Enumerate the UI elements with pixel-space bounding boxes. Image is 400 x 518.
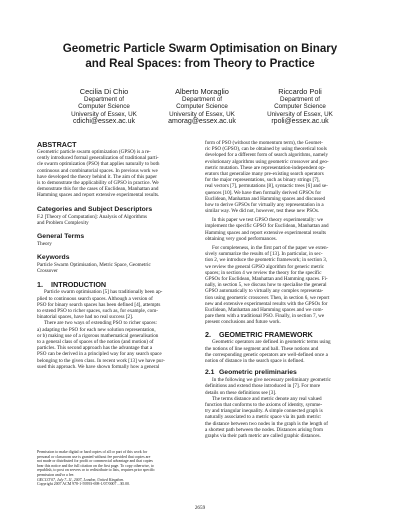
text-line: In this paper we test GPSO theory experimentally: we	[212, 217, 324, 224]
abstract-line: have developed the theory behind it. The aim of this paper	[37, 173, 157, 180]
section-2-1-paragraph-1	[205, 377, 367, 396]
footnote-line: bear this notice and the full citation on the first page. To copy otherwise, to	[37, 463, 154, 468]
text-line: the distance between two nodes in the graph is the length of	[205, 420, 328, 427]
text-line: Hamming spaces and report extensive experimental results	[205, 229, 327, 236]
text-line: Euclidean, Manhattan and Hamming spaces and we com-	[205, 306, 324, 313]
author-email: cdichi@essex.ac.uk	[73, 118, 135, 126]
footnote-line: GECCO'07, July 7–11, 2007, London, United Kingdom.	[37, 477, 125, 482]
text-line: sively summarize the results of [13]. In particular, in sec-	[205, 251, 323, 258]
text-line: tion using geometric crossover. Then, in section 6, we report	[205, 294, 330, 301]
footnote-line: permission and/or a fee.	[37, 472, 75, 477]
text-line: for the major representations, such as binary strings [7],	[205, 177, 320, 184]
text-line: a shortest path between the nodes. Distances arising from	[205, 426, 324, 433]
intro-line: particles. This second approach has the advantage that a	[37, 345, 153, 352]
author-dept2: Computer Science	[78, 103, 130, 111]
keywords-heading: Keywords	[37, 254, 70, 262]
text-line: how to derive GPSOs for virtually any representation in a	[205, 201, 324, 208]
intro-line: belonging to the given class. In recent work [13] we have pur-	[37, 357, 165, 364]
paper-title	[40, 41, 360, 71]
right-paragraph-1	[205, 140, 367, 214]
text-line: naturally associated to a metric space via its path metric:	[205, 414, 322, 421]
text-line: pare them with a traditional PSO. Finally, in section 7, we	[205, 313, 325, 320]
text-line: Geometric operators are defined in geometric terms using	[212, 339, 331, 346]
author-university: University of Essex, UK	[267, 110, 333, 118]
page-number: 2659	[194, 505, 206, 511]
text-line: definitions and extend those introduced in [7]. For more	[205, 383, 321, 390]
keywords-text	[37, 262, 199, 274]
footnote-line: not made or distributed for profit or commercial advantage and that copies	[37, 459, 153, 464]
right-column	[205, 140, 367, 439]
intro-line: a) adapting the PSO for each new solution representation,	[37, 326, 156, 333]
author-dept2: Computer Science	[274, 103, 326, 111]
footnote-line: personal or classroom use is granted without fee provided that copies are	[37, 454, 151, 459]
text-line: developed for a different form of search algorithms, namely	[205, 152, 329, 159]
right-paragraph-2	[205, 217, 367, 242]
text-line: implement the specific GPSO for Euclidean, Manhattan and	[205, 223, 329, 230]
text-line: details on these definitions see [3].	[205, 389, 277, 396]
categories-heading: Categories and Subject Descriptors	[37, 205, 153, 213]
intro-line: to a general class of spaces of the notion (and motion) of	[37, 338, 154, 345]
section-title: GEOMETRIC FRAMEWORK	[219, 330, 313, 340]
abstract-line: continuous and combinatorial spaces. In previous work we	[37, 167, 158, 174]
right-paragraph-3	[205, 245, 367, 325]
intro-paragraph-2	[37, 320, 199, 370]
author-name: Cecilia Di Chio	[79, 87, 129, 96]
text-line: spaces; in section 4 we review the theory for the specific	[205, 269, 322, 276]
text-line: metric mutation. These are representation-independent op-	[205, 164, 326, 171]
section-title: Geometric preliminaries	[219, 369, 297, 377]
author-university: University of Essex, UK	[71, 110, 137, 118]
intro-line: sued this approach. We have shown formally how a general	[37, 363, 160, 370]
author-dept2: Computer Science	[176, 103, 228, 111]
intro-line: There are two ways of extending PSO to richer spaces:	[44, 320, 157, 327]
section-number: 2.1	[205, 369, 215, 377]
text-line: notion of distance in the search space is defined.	[205, 358, 305, 364]
keywords-line: Particle Swarm Optimisation, Metric Space, Geometric	[37, 262, 151, 269]
section-number: 1.	[37, 280, 43, 290]
text-line: In the following we give necessary preliminary geometric	[212, 377, 331, 384]
section-2-1-paragraph-2	[205, 396, 367, 439]
author-email: rpoli@essex.ac.uk	[271, 118, 329, 126]
abstract-line: demonstrate this for the cases of Euclidean, Manhattan and	[37, 186, 159, 193]
abstract-text	[37, 149, 199, 199]
section-2-paragraph	[205, 339, 367, 364]
intro-line: to extend PSO to richer spaces, such as, for example, com-	[37, 308, 158, 314]
section-2-1-heading	[205, 368, 367, 377]
general-terms-text: Theory	[37, 240, 52, 247]
abstract-line: is to demonstrate the applicability of GPSO in practice. We	[37, 179, 159, 186]
text-line: present conclusions and future work.	[205, 319, 281, 326]
author-university: University of Essex, UK	[169, 110, 235, 118]
text-line: For completeness, in the first part of the paper we exten-	[212, 245, 329, 251]
text-line: function that conforms to the axioms of identity, symme-	[205, 401, 323, 408]
footnote-line: Permission to make digital or hard copies of all or part of this work for	[37, 450, 148, 454]
text-line: quences [10]. We have then formally derived GPSOs for	[205, 189, 322, 196]
text-line: tion 2, we introduce the geometric framework; in section 3,	[205, 257, 328, 264]
author-name: Riccardo Poli	[278, 87, 322, 96]
left-column	[37, 140, 199, 370]
text-line: The terms distance and metric denote any real valued	[212, 395, 322, 402]
general-terms-heading: General Terms	[37, 232, 85, 240]
text-line: Euclidean, Manhattan and Hamming spaces and discussed	[205, 195, 326, 202]
text-line: erators that generalize many pre-existing search operators	[205, 170, 324, 177]
footnote-line: Copyright 2007 ACM 978-1-59593-698-1/07/0007 ...$5.00.	[37, 482, 131, 487]
text-line: GPSOs for Euclidean, Manhattan and Hamming spaces. Fi-	[205, 275, 328, 282]
abstract-line: Hamming spaces and report extensive experimental results.	[37, 192, 160, 199]
text-line: we review the general GPSO algorithm for generic metric	[205, 263, 325, 270]
author-dept: Department of	[84, 96, 124, 103]
text-line: try and triangular inequality. A simple connected graph is	[205, 408, 323, 415]
author-email: amorag@essex.ac.uk	[168, 118, 236, 126]
abstract-line: cently introduced formal generalization of traditional parti-	[37, 155, 159, 162]
categories-text	[37, 214, 199, 226]
intro-paragraph-1	[37, 289, 199, 320]
text-line: the notions of line segment and ball. These notions and	[205, 345, 319, 352]
text-line: evolutionary algorithms using geometric crossover and geo-	[205, 158, 329, 165]
copyright-footnote	[37, 450, 199, 487]
text-line: nally, in section 5, we discuss how to specialise the general	[205, 282, 327, 289]
abstract-line: cle swarm optimization (PSO) that applies naturally to both	[37, 161, 160, 168]
author-dept: Department of	[280, 96, 320, 103]
abstract-line: Geometric particle swarm optimization (GPSO) is a re-	[37, 149, 151, 155]
author-3	[240, 87, 360, 126]
title-line-1: Geometric Particle Swarm Optimisation on Binary	[62, 42, 338, 55]
footnote-line: republish, to post on servers or to redistribute to lists, requires prior specific	[37, 468, 155, 473]
intro-line: binatorial spaces, have had no real success [2].	[37, 314, 134, 321]
abstract-heading: ABSTRACT	[37, 140, 77, 149]
text-line: GPSO automatically to virtually any complex representa-	[205, 288, 324, 295]
text-line: graphs via their path metric are called graphic distances.	[205, 432, 321, 439]
intro-line: PSO for binary search spaces has been defined [4], attempts	[37, 301, 161, 308]
intro-line: plied to continuous search spaces. Although a version of	[37, 295, 153, 302]
text-line: new and extensive experimental results with the GPSOs for	[205, 300, 328, 307]
keywords-line: Crossover	[37, 268, 58, 275]
categories-line: F.2 [Theory of Computation]: Analysis of Algorithms	[37, 213, 147, 220]
text-line: obtaining very good performances.	[205, 235, 277, 242]
author-name: Alberto Moraglio	[175, 87, 229, 96]
intro-heading	[37, 280, 199, 289]
text-line: the corresponding genetic operators are well-defined once a	[205, 351, 328, 358]
intro-line: PSO can be derived in a principled way for any search space	[37, 351, 162, 358]
intro-line: Particle swarm optimisation [5] has traditionally been ap-	[44, 289, 163, 296]
text-line: similar way. We did not, however, test these new PSOs.	[205, 208, 320, 215]
section-title: INTRODUCTION	[51, 280, 107, 290]
author-dept: Department of	[182, 96, 222, 103]
intro-line: or b) making use of a rigorous mathematical generalisation	[37, 332, 159, 339]
categories-line: and Problem Complexity	[37, 219, 89, 226]
title-line-2: and Real Spaces: from Theory to Practice	[85, 57, 315, 70]
text-line: form of PSO (without the momentum term), the Geomet-	[205, 140, 323, 146]
text-line: real vectors [7], permutations [8], syntactic trees [6] and se-	[205, 183, 328, 190]
text-line: ric PSO (GPSO), can be obtained by using theoretical tools	[205, 146, 327, 153]
section-number: 2.	[205, 330, 211, 340]
